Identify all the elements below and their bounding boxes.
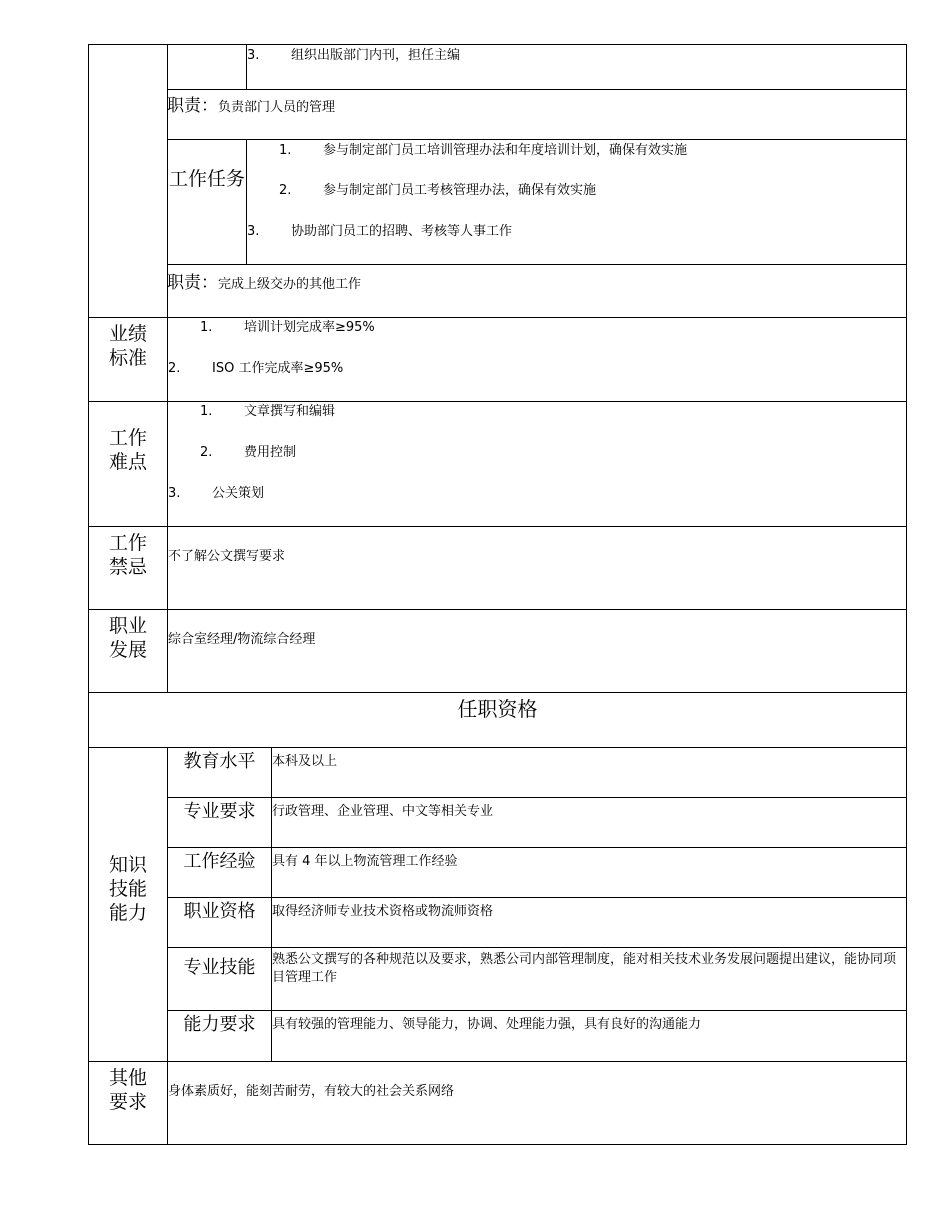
duty-row bbox=[167, 94, 335, 118]
knowledge-row-value: 具有 4 年以上物流管理工作经验 bbox=[272, 854, 458, 869]
row-divider bbox=[88, 1061, 907, 1062]
duty-text: 完成上级交办的其他工作 bbox=[218, 277, 362, 292]
difficulty-label: 工作难点 bbox=[108, 427, 147, 473]
difficulty-item: 3. 公关策划 bbox=[168, 486, 265, 501]
knowledge-row-label: 专业要求 bbox=[183, 801, 256, 822]
row-divider bbox=[167, 1010, 907, 1011]
task-item: 3. 组织出版部门内刊，担任主编 bbox=[247, 48, 461, 63]
knowledge-row-label: 工作经验 bbox=[183, 851, 256, 872]
task-label-divider-2 bbox=[246, 139, 247, 265]
career-text: 综合室经理/物流综合经理 bbox=[168, 632, 316, 647]
duty-label: 职责： bbox=[167, 273, 218, 293]
row-divider bbox=[88, 317, 907, 318]
difficulty-item: 2. 费用控制 bbox=[200, 445, 297, 460]
knowledge-row-value: 行政管理、企业管理、中文等相关专业 bbox=[272, 804, 494, 819]
work-task-label: 工作任务 bbox=[168, 168, 245, 190]
row-divider bbox=[167, 947, 907, 948]
row-divider bbox=[88, 526, 907, 527]
row-divider bbox=[167, 139, 907, 140]
qualification-title: 任职资格 bbox=[457, 697, 538, 721]
row-divider bbox=[88, 401, 907, 402]
row-divider bbox=[88, 609, 907, 610]
task-item: 2. 参与制定部门员工考核管理办法，确保有效实施 bbox=[279, 183, 597, 198]
table-border-top bbox=[88, 44, 907, 45]
knowledge-row-value: 熟悉公文撰写的各种规范以及要求，熟悉公司内部管理制度，能对相关技术业务发展问题提出建议，能协同项目管理工作 bbox=[272, 952, 897, 985]
row-divider bbox=[167, 897, 907, 898]
duty-row bbox=[167, 271, 361, 295]
table-border-bottom bbox=[88, 1144, 907, 1145]
knowledge-row-value: 取得经济师专业技术资格或物流师资格 bbox=[272, 904, 494, 919]
row-divider bbox=[167, 797, 907, 798]
taboo-label: 工作禁忌 bbox=[108, 532, 147, 578]
task-item: 1. 参与制定部门员工培训管理办法和年度培训计划，确保有效实施 bbox=[279, 143, 688, 158]
table-border-right bbox=[906, 44, 907, 1145]
performance-item: 2. ISO 工作完成率≥95% bbox=[168, 361, 344, 376]
table-border-left bbox=[88, 44, 89, 1145]
duty-text: 负责部门人员的管理 bbox=[218, 100, 336, 115]
knowledge-label: 知识技能能力 bbox=[108, 854, 147, 924]
taboo-text: 不了解公文撰写要求 bbox=[168, 549, 286, 564]
knowledge-row-value: 具有较强的管理能力、领导能力，协调、处理能力强，具有良好的沟通能力 bbox=[272, 1017, 702, 1032]
other-label: 其他要求 bbox=[108, 1067, 147, 1113]
knowledge-row-label: 教育水平 bbox=[183, 751, 256, 772]
knowledge-row-label: 专业技能 bbox=[183, 957, 256, 978]
knowledge-row-label: 职业资格 bbox=[183, 901, 256, 922]
knowledge-row-label: 能力要求 bbox=[183, 1014, 256, 1035]
career-label: 职业发展 bbox=[108, 615, 147, 661]
performance-label: 业绩标准 bbox=[108, 323, 147, 369]
row-divider bbox=[88, 747, 907, 748]
row-divider bbox=[167, 847, 907, 848]
difficulty-item: 1. 文章撰写和编辑 bbox=[200, 404, 336, 419]
row-divider bbox=[167, 89, 907, 90]
other-text: 身体素质好，能刻苦耐劳，有较大的社会关系网络 bbox=[168, 1084, 455, 1099]
performance-item: 1. 培训计划完成率≥95% bbox=[200, 320, 375, 335]
row-divider bbox=[88, 692, 907, 693]
knowledge-row-value: 本科及以上 bbox=[272, 754, 338, 769]
duty-label: 职责： bbox=[167, 96, 218, 116]
task-item: 3. 协助部门员工的招聘、考核等人事工作 bbox=[247, 224, 513, 239]
row-divider bbox=[167, 264, 907, 265]
